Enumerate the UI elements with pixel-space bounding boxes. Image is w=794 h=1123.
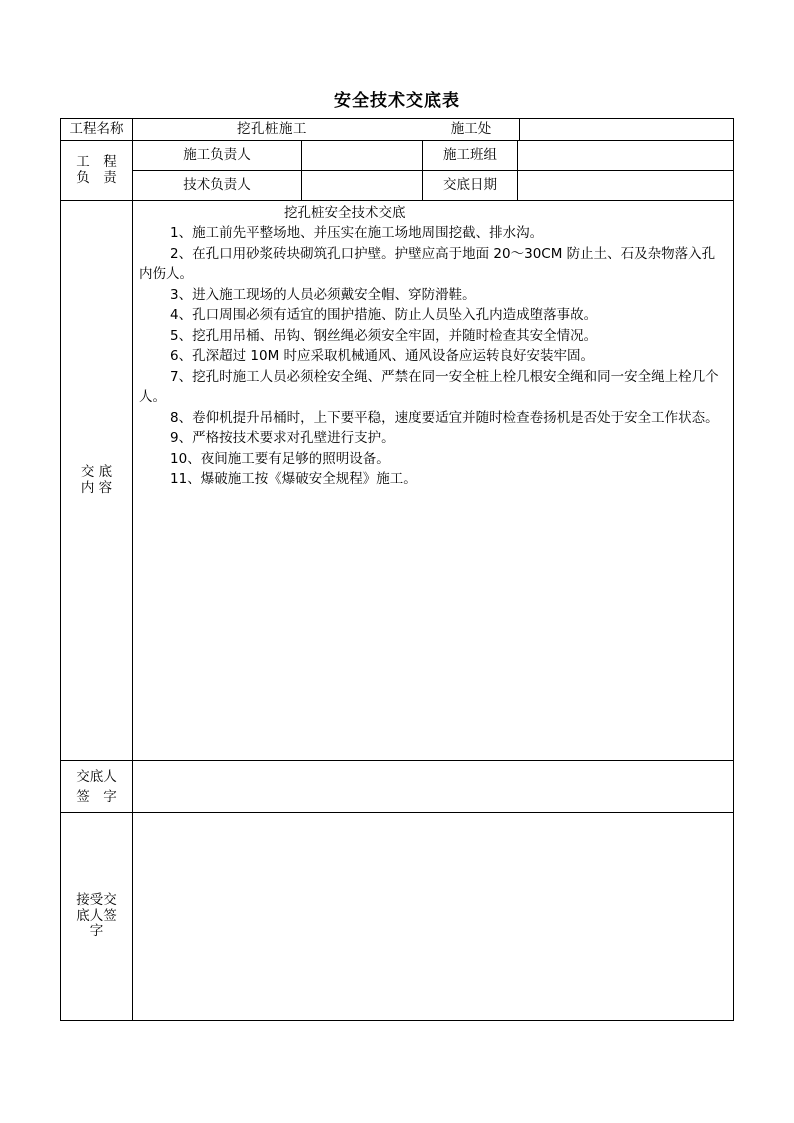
content-item: 11、爆破施工按《爆破安全规程》施工。 — [170, 471, 417, 487]
project-name-label: 工程名称 — [61, 119, 133, 141]
discloser-signature-field[interactable] — [133, 761, 734, 813]
tech-lead-label: 技术负责人 — [133, 171, 302, 201]
content-item: 6、孔深超过 10M 时应采取机械通风、通风设备应运转良好安装牢固。 — [170, 348, 595, 364]
construction-lead-value[interactable] — [302, 141, 423, 171]
content-body[interactable] — [133, 201, 734, 761]
date-label: 交底日期 — [423, 171, 518, 201]
content-item: 10、夜间施工要有足够的照明设备。 — [170, 450, 390, 467]
responsible-label-line2: 负 责 — [76, 169, 117, 186]
content-row — [61, 201, 734, 761]
page-title: 安全技术交底表 — [334, 91, 460, 111]
team-value[interactable] — [518, 141, 734, 171]
construction-lead-label: 施工负责人 — [133, 141, 302, 171]
site-cell — [450, 119, 734, 141]
receiver-label-line1: 接受交 — [76, 892, 117, 909]
tech-lead-value[interactable] — [302, 171, 423, 201]
content-label — [61, 201, 133, 761]
tech-lead-row — [61, 171, 734, 201]
discloser-label — [61, 761, 133, 813]
content-item: 5、挖孔用吊桶、吊钩、钢丝绳必须安全牢固，并随时检查其安全情况。 — [170, 327, 598, 344]
receiver-label-line3: 字 — [89, 923, 104, 940]
discloser-label-line2: 签 字 — [76, 788, 117, 805]
responsible-label-line1: 工 程 — [76, 153, 117, 170]
receiver-label — [61, 813, 133, 1021]
site-label: 施工处 — [423, 119, 520, 140]
receiver-label-line2: 底人签 — [76, 907, 117, 924]
discloser-label-line1: 交底人 — [76, 768, 117, 785]
project-row — [61, 119, 734, 141]
content-item: 4、孔口周围必须有适宜的围护措施、防止人员坠入孔内造成堕落事故。 — [170, 307, 598, 323]
content-item: 7、挖孔时施工人员必须栓安全绳、严禁在同一安全桩上栓几根安全绳和同一安全绳上栓几个人。 — [139, 368, 719, 405]
project-name-value[interactable]: 挖孔桩施工 — [133, 119, 518, 141]
content-item: 3、进入施工现场的人员必须戴安全帽、穿防滑鞋。 — [170, 286, 476, 303]
content-label-line2: 内 容 — [80, 479, 113, 496]
team-label: 施工班组 — [423, 141, 518, 171]
content-item: 2、在孔口用砂浆砖块砌筑孔口护壁。护壁应高于地面 20～30CM 防止土、石及杂物落入孔内伤人。 — [139, 245, 716, 282]
receiver-signature-row — [61, 813, 734, 1021]
content-label-line1: 交 底 — [80, 463, 113, 480]
content-item: 8、卷仰机提升吊桶时，上下要平稳，速度要适宜并随时检查卷扬机是否处于安全工作状态。 — [170, 409, 719, 426]
construction-lead-row — [61, 141, 734, 171]
content-item: 9、严格按技术要求对孔壁进行支护。 — [170, 430, 395, 446]
receiver-signature-field[interactable] — [133, 813, 734, 1021]
content-heading: 挖孔桩安全技术交底 — [284, 205, 406, 221]
discloser-signature-row — [61, 761, 734, 813]
disclosure-form-table — [60, 118, 734, 1021]
site-value[interactable] — [520, 119, 733, 140]
content-item: 1、施工前先平整场地、并压实在施工场地周围挖截、排水沟。 — [170, 225, 544, 241]
date-value[interactable] — [518, 171, 734, 201]
responsible-label — [61, 141, 133, 201]
